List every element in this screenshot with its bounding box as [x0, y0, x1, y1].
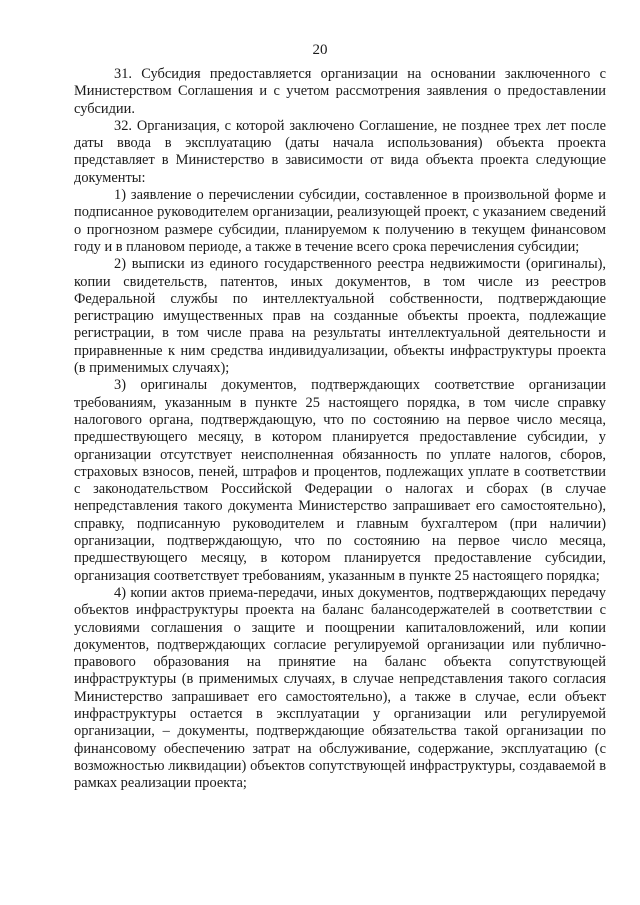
list-item-3: 3) оригиналы документов, подтверждающих соответствие организации требованиям, указанным в пункте 25 настоящего порядка, в том числе справку налогового органа, подтверждающую, что по состоянию на первое число месяца, предшествующего месяцу, в котором планируется предоставление субсидии, у организации отсутствует неисполненная обязанность по уплате налогов, сборов, страховых взносов, пеней, штрафов и процентов, подлежащих уплате в соответствии с законодательством Российской Федерации о налогах и сборах (в случае непредставления такого документа Министерство запрашивает его самостоятельно), справку, подписанную руководителем и главным бухгалтером (при наличии) организации, подтверждающую, что по состоянию на первое число месяца, предшествующего месяцу, в котором планируется предоставление субсидии, организация соответствует требованиям, указанным в пункте 25 настоящего порядка;	[74, 377, 606, 584]
paragraph-31: 31. Субсидия предоставляется организации на основании заключенного с Министерством Соглашения и с учетом рассмотрения заявления о предоставлении субсидии.	[74, 66, 606, 117]
document-body	[74, 66, 606, 792]
list-item-4: 4) копии актов приема-передачи, иных документов, подтверждающих передачу объектов инфраструктуры проекта на баланс балансодержателей в соответствии с условиями соглашения о защите и поощрении капиталовложений, или копии документов, подтверждающих согласие регулируемой организации или публично-правового образования на принятие на баланс объекта сопутствующей инфраструктуры (в применимых случаях, в случае непредставления такого согласия Министерство запрашивает его самостоятельно), а также в случае, если объект инфраструктуры остается в эксплуатации у организации или регулируемой организации, – документы, подтверждающие обязательства такой организации по финансовому обеспечению затрат на обслуживание, содержание, эксплуатацию (с возможностью ликвидации) объектов сопутствующей инфраструктуры, создаваемой в рамках реализации проекта;	[74, 584, 606, 792]
list-item-1: 1) заявление о перечислении субсидии, составленное в произвольной форме и подписанное руководителем организации, реализующей проект, с указанием сведений о прогнозном размере субсидии, планируемом к получению в текущем финансовом году и в плановом периоде, а также в течение всего срока перечисления субсидии;	[74, 187, 606, 255]
page-number: 20	[312, 42, 328, 58]
list-item-2: 2) выписки из единого государственного реестра недвижимости (оригиналы), копии свидетельств, патентов, иных документов, в том числе из реестров Федеральной службы по интеллектуальной собственности, подтверждающие регистрацию имущественных прав на созданные объекты проекта, подлежащие регистрации, в том числе права на результаты интеллектуальной деятельности и приравненные к ним средства индивидуализации, объекты инфраструктуры проекта (в применимых случаях);	[74, 256, 606, 377]
paragraph-32: 32. Организация, с которой заключено Соглашение, не позднее трех лет после даты ввода в эксплуатацию (даты начала использования) объекта проекта представляет в Министерство в зависимости от вида объекта проекта следующие документы:	[74, 117, 606, 186]
